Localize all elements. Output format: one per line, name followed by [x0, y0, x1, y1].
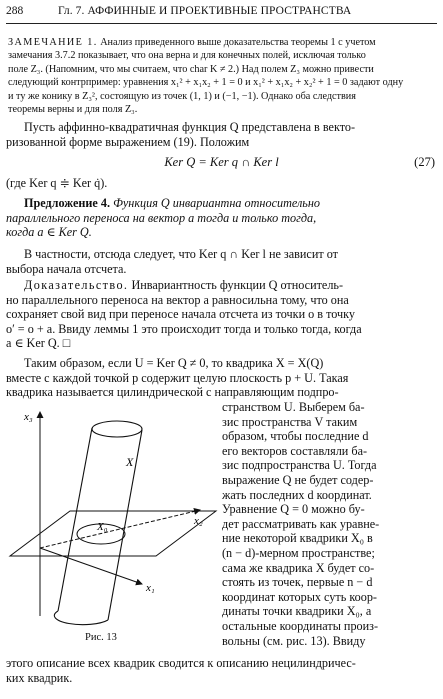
text-line: сама же квадрика X будет со-	[222, 560, 375, 575]
proposition-line: параллельного переноса на вектор a тогда и только тогда,	[6, 210, 317, 225]
proof-line: a ∈ Ker Q. □	[6, 336, 71, 351]
text-line: Таким образом, если U = Ker Q ≠ 0, то квадрика X = X(Q)	[24, 356, 324, 370]
text-line: ризованной форме выражением (19). Положим	[6, 134, 250, 149]
text-line: ние некоторой квадрики X₀ в	[222, 531, 373, 546]
proposition-label: Предложение 4.	[24, 196, 111, 210]
cylinder-bottom-arc	[54, 611, 108, 625]
x-label: X	[126, 455, 134, 469]
text-line: квадрика называется цилиндрической с направляющим подпро-	[6, 385, 339, 400]
remark-line: следующий контрпример: уравнения x₁² + x₁x₂ + 1 = 0 и x₁² + x₁x₂ + x₂² + 1 = 0 задают одну	[8, 77, 404, 89]
paragraph-function-q	[6, 120, 437, 149]
text-line: стоять из точек, первые n − d	[222, 575, 373, 590]
page-number: 288	[6, 5, 24, 17]
text-line: динаты точки квадрики X₀, а	[222, 604, 372, 619]
proposition-4	[6, 196, 437, 240]
text-line: (где Ker q ≑ Ker q̇).	[6, 176, 108, 190]
text-line: странством U. Выберем ба-	[222, 400, 365, 414]
paragraph-ker-note	[6, 176, 437, 191]
proof-block	[6, 278, 437, 351]
cylinder-top-ellipse	[92, 421, 142, 437]
proposition-line: Функция Q инвариантна относительно	[113, 196, 320, 210]
remark-line: теоремы верны и для поля Z₃.	[8, 104, 138, 116]
text-line: жать последних d координат.	[222, 487, 372, 502]
text-line: (n − d)-мерном пространстве;	[222, 545, 375, 560]
plane-shape	[10, 511, 216, 556]
text-line: выбора начала отсчета.	[6, 261, 127, 276]
text-line: вольны (см. рис. 13). Ввиду	[222, 633, 366, 648]
remark-line: замечания 3.7.2 показывает, что она верна и для конечных полей, исключая только	[8, 50, 366, 62]
figure-caption: Рис. 13	[85, 632, 117, 643]
remark-block	[8, 36, 433, 116]
x3-label: x₃	[24, 411, 33, 423]
proof-line: Инвариантность функции Q относитель-	[131, 278, 344, 292]
text-line: образом, чтобы последние d	[222, 429, 369, 444]
proof-label: Доказательство.	[24, 278, 129, 292]
text-line: В частности, отсюда следует, что Ker q ∩ Ker l не зависит от	[24, 247, 338, 261]
page-header	[6, 5, 437, 21]
text-line: Пусть аффинно-квадратичная функция Q представлена в векто-	[24, 120, 356, 134]
x1-axis	[40, 548, 142, 584]
paragraph-cylindrical	[6, 356, 437, 400]
paragraph-corollary	[6, 247, 437, 276]
text-line: этого описание всех квадрик сводится к описанию нецилиндричес-	[6, 656, 356, 670]
x2-label: x₂	[194, 515, 203, 527]
remark-line: Анализ приведенного выше доказательства теоремы 1 с учетом	[100, 37, 376, 48]
text-line: зис подпространства U. Тогда	[222, 458, 377, 473]
paragraph-cylindrical-wrap	[222, 400, 437, 648]
proposition-line: когда a ∈ Ker Q.	[6, 225, 92, 240]
header-rule	[6, 23, 437, 24]
x1-label: x₁	[146, 582, 155, 594]
remark-label: ЗАМЕЧАНИЕ 1.	[8, 37, 98, 48]
figure-13-cylinder	[4, 406, 220, 638]
proof-line: o′ = o + a. Ввиду леммы 1 это происходит тогда и только тогда, когда	[6, 321, 362, 336]
paragraph-cylindrical-end	[6, 656, 437, 685]
running-head: Гл. 7. АФФИННЫЕ И ПРОЕКТИВНЫЕ ПРОСТРАНСТВА	[58, 5, 352, 17]
remark-line: и ту же конику в Z₃², состоящую из точек (1, 1) и (−1, −1). Однако оба следствия	[8, 90, 356, 102]
equation-27	[6, 155, 437, 171]
proof-line: сохраняет свой вид при переносе начала отсчета из точки o в точку	[6, 307, 356, 322]
proof-line: но параллельного переноса на вектор a равносильна тому, что она	[6, 292, 349, 307]
cylinder-left-edge	[58, 428, 92, 611]
equation-formula: Ker Q = Ker q ∩ Ker l	[164, 155, 279, 169]
text-line: дет рассматривать как уравне-	[222, 516, 380, 531]
text-line: его векторов составляли ба-	[222, 443, 368, 458]
text-line: вместе с каждой точкой p содержит целую плоскость p + U. Такая	[6, 370, 349, 385]
text-line: выражение Q не будет содер-	[222, 472, 374, 487]
x0-label: X₀	[97, 521, 108, 533]
text-line: зис пространства V таким	[222, 414, 358, 429]
remark-line: поле Z₃. (Напомним, что мы считаем, что char K ≠ 2.) Над полем Z₃ можно привести	[8, 63, 374, 75]
equation-number: (27)	[414, 155, 435, 169]
text-line: координат которых суть коор-	[222, 589, 377, 604]
text-line: ких квадрик.	[6, 670, 73, 685]
text-line: остальные координаты произ-	[222, 618, 379, 633]
text-line: Уравнение Q = 0 можно бу-	[222, 502, 365, 517]
